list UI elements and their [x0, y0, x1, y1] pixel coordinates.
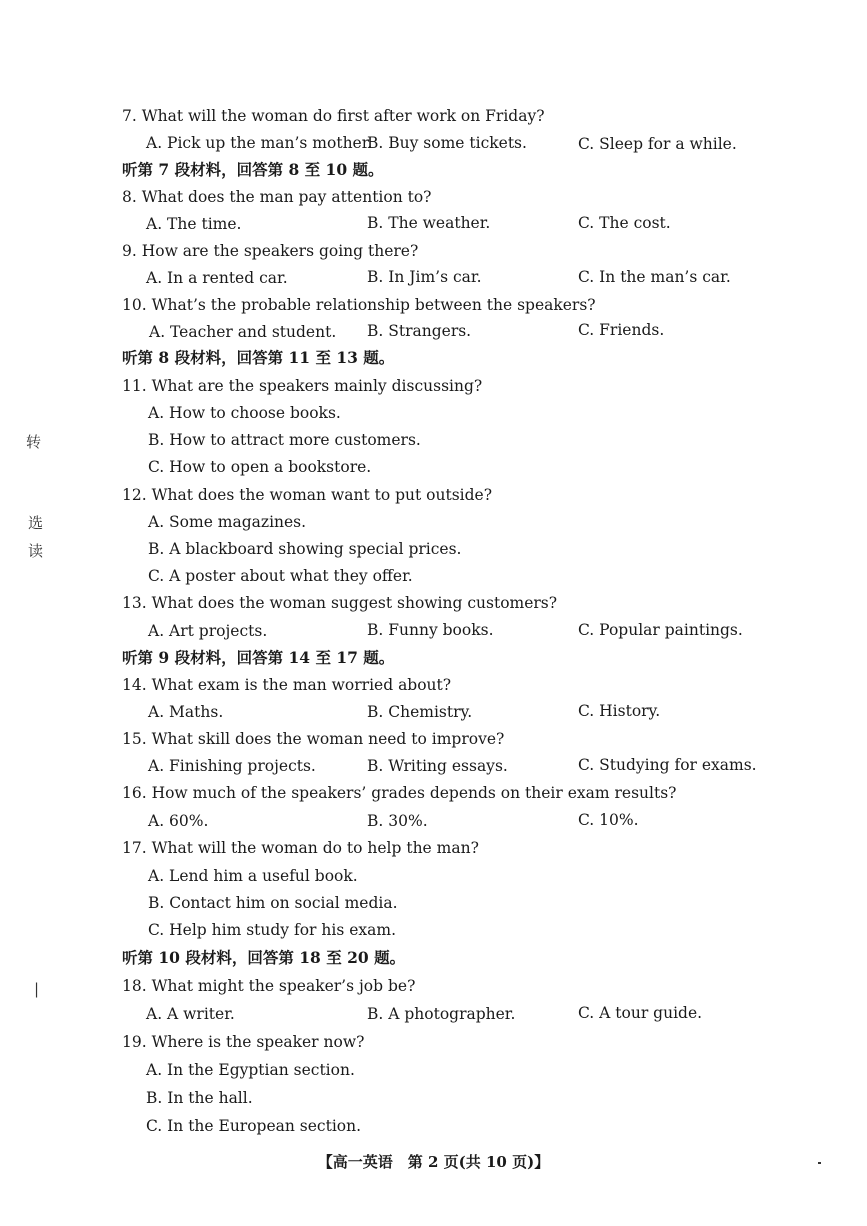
q12-option-c: C. A poster about what they offer.	[148, 567, 413, 585]
q16-option-a: A. 60%.	[148, 812, 209, 830]
q14-option-c: C. History.	[578, 702, 661, 720]
q10-option-a: A. Teacher and student.	[149, 323, 337, 341]
section-heading-9: 听第 9 段材料，回答第 14 至 17 题。	[122, 648, 395, 667]
question-13: 13. What does the woman suggest showing customers?	[122, 594, 558, 612]
q9-option-c: C. In the man’s car.	[578, 268, 731, 286]
q15-option-c: C. Studying for exams.	[578, 756, 757, 774]
q14-option-b: B. Chemistry.	[367, 703, 473, 721]
q19-option-c: C. In the European section.	[146, 1117, 362, 1135]
q13-option-a: A. Art projects.	[148, 622, 268, 640]
question-14: 14. What exam is the man worried about?	[122, 676, 452, 694]
question-19: 19. Where is the speaker now?	[122, 1033, 365, 1051]
margin-mark-zhuan: 转	[26, 433, 42, 451]
q11-option-a: A. How to choose books.	[148, 404, 341, 422]
q12-option-a: A. Some magazines.	[148, 513, 307, 531]
margin-mark-xuan: 选	[28, 514, 44, 532]
section-heading-7: 听第 7 段材料，回答第 8 至 10 题。	[122, 160, 384, 179]
question-8: 8. What does the man pay attention to?	[122, 188, 432, 206]
question-7: 7. What will the woman do first after work on Friday?	[122, 107, 545, 125]
q16-option-b: B. 30%.	[367, 812, 428, 830]
q18-option-a: A. A writer.	[146, 1005, 235, 1023]
q12-option-b: B. A blackboard showing special prices.	[148, 540, 462, 558]
q13-option-b: B. Funny books.	[367, 621, 494, 639]
q18-option-c: C. A tour guide.	[578, 1004, 703, 1022]
q11-option-c: C. How to open a bookstore.	[148, 458, 372, 476]
q10-option-b: B. Strangers.	[367, 322, 472, 340]
q7-option-a: A. Pick up the man’s mother.	[146, 134, 373, 152]
question-18: 18. What might the speaker’s job be?	[122, 977, 416, 995]
q18-option-b: B. A photographer.	[367, 1005, 516, 1023]
question-15: 15. What skill does the woman need to improve?	[122, 730, 505, 748]
q10-option-c: C. Friends.	[578, 321, 665, 339]
q7-option-b: B. Buy some tickets.	[367, 134, 527, 152]
question-10: 10. What’s the probable relationship between the speakers?	[122, 296, 596, 314]
corner-mark	[818, 1162, 821, 1164]
q14-option-a: A. Maths.	[148, 703, 224, 721]
question-9: 9. How are the speakers going there?	[122, 242, 419, 260]
section-heading-10: 听第 10 段材料，回答第 18 至 20 题。	[122, 948, 406, 967]
margin-mark-bar: |	[34, 980, 40, 998]
margin-mark-du: 读	[28, 542, 44, 560]
question-11: 11. What are the speakers mainly discussing?	[122, 377, 483, 395]
q15-option-a: A. Finishing projects.	[148, 757, 316, 775]
question-12: 12. What does the woman want to put outside?	[122, 486, 493, 504]
q9-option-b: B. In Jim’s car.	[367, 268, 482, 286]
q17-option-b: B. Contact him on social media.	[148, 894, 398, 912]
q19-option-b: B. In the hall.	[146, 1089, 253, 1107]
question-16: 16. How much of the speakers’ grades depends on their exam results?	[122, 784, 677, 802]
q8-option-a: A. The time.	[146, 215, 242, 233]
q13-option-c: C. Popular paintings.	[578, 621, 743, 639]
question-17: 17. What will the woman do to help the man?	[122, 839, 479, 857]
q19-option-a: A. In the Egyptian section.	[146, 1061, 355, 1079]
q17-option-a: A. Lend him a useful book.	[148, 867, 358, 885]
q11-option-b: B. How to attract more customers.	[148, 431, 421, 449]
q15-option-b: B. Writing essays.	[367, 757, 508, 775]
q16-option-c: C. 10%.	[578, 811, 639, 829]
page-footer: 【高一英语 第 2 页(共 10 页)】	[317, 1153, 550, 1171]
section-heading-8: 听第 8 段材料，回答第 11 至 13 题。	[122, 348, 395, 367]
q8-option-c: C. The cost.	[578, 214, 671, 232]
q17-option-c: C. Help him study for his exam.	[148, 921, 396, 939]
q9-option-a: A. In a rented car.	[146, 269, 288, 287]
q8-option-b: B. The weather.	[367, 214, 491, 232]
q7-option-c: C. Sleep for a while.	[578, 135, 737, 153]
